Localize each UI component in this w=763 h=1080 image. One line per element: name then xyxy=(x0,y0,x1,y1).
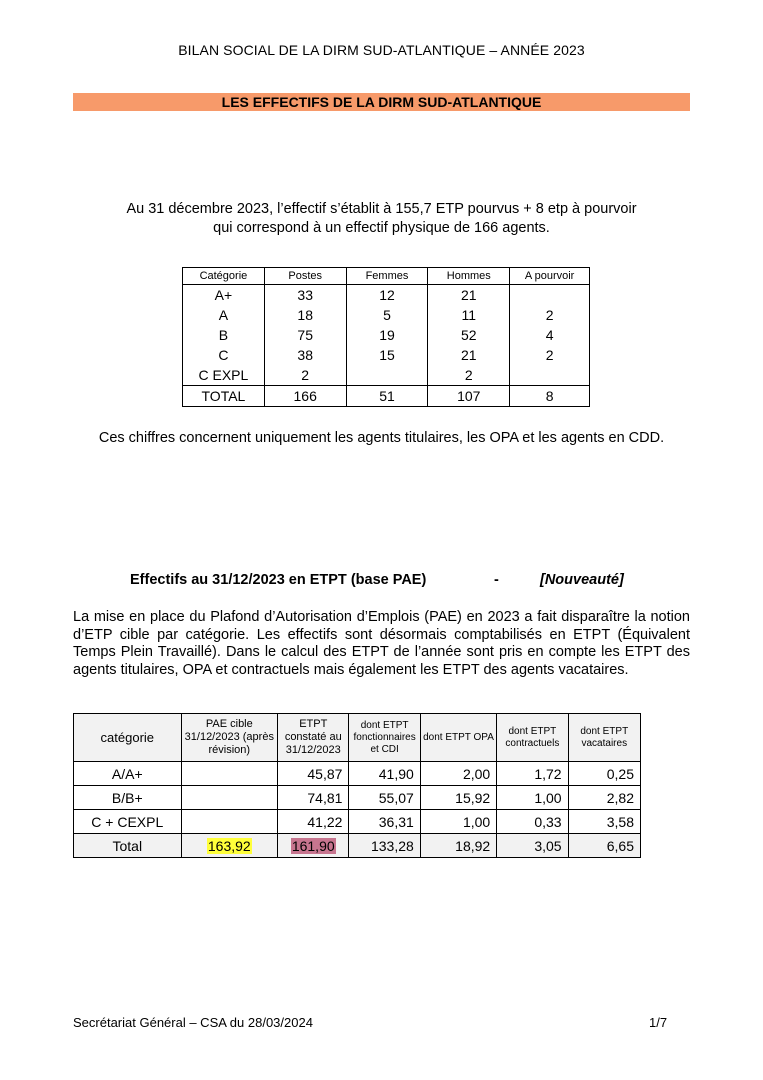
cell-vacataires: 2,82 xyxy=(568,786,640,810)
cell-a-pourvoir xyxy=(510,365,590,386)
cell-hommes: 21 xyxy=(428,285,510,306)
col-header-categorie: catégorie xyxy=(74,714,182,762)
cell-femmes: 19 xyxy=(346,325,428,345)
cell-femmes xyxy=(346,365,428,386)
page-number: 1/7 xyxy=(649,1015,668,1030)
intro-line-2: qui correspond à un effectif physique de 166 agents. xyxy=(213,220,550,236)
section-banner: LES EFFECTIFS DE LA DIRM SUD-ATLANTIQUE xyxy=(73,93,690,111)
cell-hommes: 2 xyxy=(428,365,510,386)
etpt-table-header xyxy=(74,714,641,762)
subtitle-text: Effectifs au 31/12/2023 en ETPT (base PAE) xyxy=(130,572,427,588)
cell-postes: 75 xyxy=(264,325,346,345)
highlighted-pae-total: 163,92 xyxy=(207,837,251,854)
cell-a-pourvoir: 4 xyxy=(510,325,590,345)
staff-table xyxy=(182,267,590,407)
cell-fonctionnaires: 41,90 xyxy=(349,762,420,786)
cell-categorie: A/A+ xyxy=(74,762,182,786)
cell-categorie: B/B+ xyxy=(74,786,182,810)
intro-line-1: Au 31 décembre 2023, l’effectif s’établit à 155,7 ETP pourvus + 8 etp à pourvoir xyxy=(126,201,637,217)
cell-total-contractuels: 3,05 xyxy=(497,834,568,858)
cell-vacataires: 3,58 xyxy=(568,810,640,834)
col-header-fonctionnaires: dont ETPT fonctionnaires et CDI xyxy=(349,714,420,762)
cell-categorie: A+ xyxy=(183,285,265,306)
cell-a-pourvoir xyxy=(510,285,590,306)
page-header: BILAN SOCIAL DE LA DIRM SUD-ATLANTIQUE – ANNÉE 2023 xyxy=(178,42,585,58)
table-row xyxy=(183,285,590,306)
cell-postes: 38 xyxy=(264,345,346,365)
cell-hommes: 52 xyxy=(428,325,510,345)
cell-etpt: 45,87 xyxy=(278,762,349,786)
cell-total-pae xyxy=(181,834,278,858)
cell-contractuels: 1,72 xyxy=(497,762,568,786)
table-total-row xyxy=(74,834,641,858)
cell-femmes: 5 xyxy=(346,305,428,325)
cell-total-femmes: 51 xyxy=(346,386,428,407)
cell-total-postes: 166 xyxy=(264,386,346,407)
cell-total-opa: 18,92 xyxy=(420,834,496,858)
cell-total-hommes: 107 xyxy=(428,386,510,407)
col-header-pae-cible: PAE cible 31/12/2023 (après révision) xyxy=(181,714,278,762)
cell-fonctionnaires: 36,31 xyxy=(349,810,420,834)
cell-total-a-pourvoir: 8 xyxy=(510,386,590,407)
cell-a-pourvoir: 2 xyxy=(510,345,590,365)
intro-text xyxy=(0,200,763,238)
cell-opa: 15,92 xyxy=(420,786,496,810)
cell-femmes: 12 xyxy=(346,285,428,306)
cell-opa: 2,00 xyxy=(420,762,496,786)
cell-total-etpt xyxy=(278,834,349,858)
cell-opa: 1,00 xyxy=(420,810,496,834)
cell-fonctionnaires: 55,07 xyxy=(349,786,420,810)
table-row xyxy=(183,305,590,325)
cell-categorie: C xyxy=(183,345,265,365)
cell-categorie: A xyxy=(183,305,265,325)
cell-hommes: 11 xyxy=(428,305,510,325)
cell-hommes: 21 xyxy=(428,345,510,365)
table-row xyxy=(74,810,641,834)
cell-total-label: Total xyxy=(74,834,182,858)
col-header-categorie: Catégorie xyxy=(183,268,265,285)
etpt-table xyxy=(73,713,641,858)
staff-table-header xyxy=(183,268,590,285)
table-row xyxy=(183,345,590,365)
table-total-row xyxy=(183,386,590,407)
cell-categorie: C + CEXPL xyxy=(74,810,182,834)
cell-postes: 33 xyxy=(264,285,346,306)
col-header-a-pourvoir: A pourvoir xyxy=(510,268,590,285)
cell-etpt: 41,22 xyxy=(278,810,349,834)
cell-total-label: TOTAL xyxy=(183,386,265,407)
cell-vacataires: 0,25 xyxy=(568,762,640,786)
cell-total-vacataires: 6,65 xyxy=(568,834,640,858)
cell-pae xyxy=(181,762,278,786)
cell-a-pourvoir: 2 xyxy=(510,305,590,325)
table-row xyxy=(74,786,641,810)
footer-left: Secrétariat Général – CSA du 28/03/2024 xyxy=(73,1015,313,1030)
col-header-femmes: Femmes xyxy=(346,268,428,285)
cell-femmes: 15 xyxy=(346,345,428,365)
cell-etpt: 74,81 xyxy=(278,786,349,810)
section-subtitle xyxy=(130,572,650,588)
cell-contractuels: 1,00 xyxy=(497,786,568,810)
col-header-etpt-constate: ETPT constaté au 31/12/2023 xyxy=(278,714,349,762)
col-header-vacataires: dont ETPT vacataires xyxy=(568,714,640,762)
cell-categorie: C EXPL xyxy=(183,365,265,386)
table-row xyxy=(74,762,641,786)
col-header-postes: Postes xyxy=(264,268,346,285)
col-header-contractuels: dont ETPT contractuels xyxy=(497,714,568,762)
cell-categorie: B xyxy=(183,325,265,345)
new-badge: [Nouveauté] xyxy=(540,572,624,588)
col-header-hommes: Hommes xyxy=(428,268,510,285)
table-row xyxy=(183,325,590,345)
cell-pae xyxy=(181,786,278,810)
table-row xyxy=(183,365,590,386)
col-header-opa: dont ETPT OPA xyxy=(420,714,496,762)
cell-contractuels: 0,33 xyxy=(497,810,568,834)
cell-pae xyxy=(181,810,278,834)
cell-postes: 18 xyxy=(264,305,346,325)
cell-total-fonctionnaires: 133,28 xyxy=(349,834,420,858)
explanation-paragraph: La mise en place du Plafond d’Autorisation d’Emplois (PAE) en 2023 a fait disparaître la notion d’ETP cible par catégorie. Les effectifs sont désormais comptabilisés en ETPT (Équivalent Temps Plein Travaillé). Dans le calcul des ETPT de l’année sont pris en compte les ETPT des agents titulaires, OPA et contractuels mais également les ETPT des agents vacataires. xyxy=(73,609,690,678)
cell-postes: 2 xyxy=(264,365,346,386)
subtitle-dash: - xyxy=(494,572,499,588)
highlighted-etpt-total: 161,90 xyxy=(291,837,335,854)
table-note: Ces chiffres concernent uniquement les agents titulaires, les OPA et les agents en CDD. xyxy=(98,430,665,446)
